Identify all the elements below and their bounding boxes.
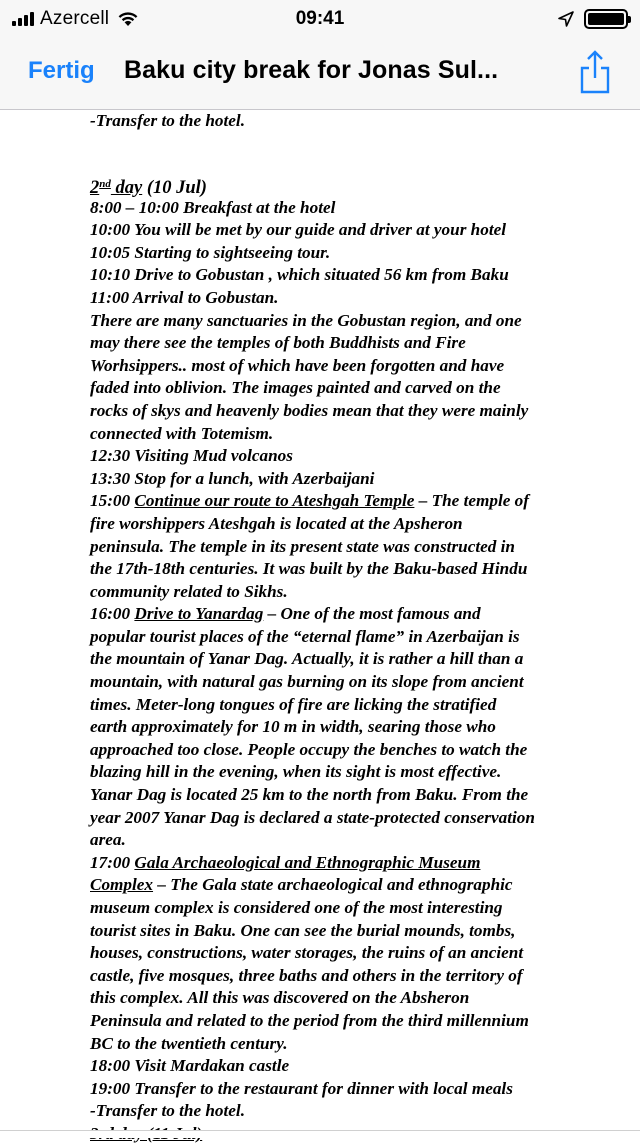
text-line: may there see the temples of both Buddhists and Fire [90,333,466,353]
entry-text: – The temple of [414,491,529,511]
entry-time: 15:00 [90,491,135,511]
text-line: this complex. All this was discovered on the Absheron [90,988,470,1008]
entry-time: 17:00 [90,852,135,872]
ateshgah-link[interactable]: Continue our route to Ateshgah Temple [134,491,415,511]
gala-description [90,897,610,1055]
text-line: year 2007 Yanar Dag is declared a state-protected conservation [90,807,535,827]
text-line: Peninsula and related to the period from the third millennium [90,1010,529,1030]
document-page [90,110,610,1146]
document-viewer[interactable] [0,110,640,1130]
text-line: houses, constructions, water storages, the ruins of an ancient [90,943,524,963]
status-right [558,8,628,30]
text-line: area. [90,830,126,850]
status-time: 09:41 [295,8,345,29]
day-heading [90,173,610,197]
text-line: castle, five mosques, three baths and others in the territory of [90,965,523,985]
text-line: 10:00 You will be met by our guide and driver at your hotel [90,220,507,240]
text-line: 12:30 Visiting Mud volcanos [90,446,293,466]
yanardag-link[interactable]: Drive to Yanardag [134,604,264,624]
text-line: peninsula. The temple in its present state was constructed in [90,536,515,556]
text-line: 11:00 Arrival to Gobustan. [90,287,279,307]
day-schedule [90,197,610,491]
location-arrow-icon [558,11,574,27]
yanardag-entry [90,603,610,626]
text-line: the mountain of Yanar Dag. Actually, it is rather a hill than a [90,649,524,669]
text-line: 18:00 Visit Mardakan castle [90,1056,290,1076]
text-line: fire worshippers Ateshgah is located at the Apsheron [90,513,463,533]
share-icon[interactable] [578,48,612,96]
text-line: community related to Sikhs. [90,581,288,601]
gala-link[interactable]: Gala Archaeological and Ethnographic Museum [134,852,481,872]
text-line: -Transfer to the hotel. [90,111,246,130]
battery-icon [584,9,628,29]
text-line: times. Meter-long tongues of fire are licking the stratified [90,694,497,714]
document-title: Baku city break for Jonas Sul... [124,56,499,84]
text-line: Yanar Dag is located 25 km to the north from Baku. From the [90,785,529,805]
text-line: 10:10 Drive to Gobustan , which situated 56 km from Baku [90,265,509,285]
text-line: tourist sites in Baku. One can see the burial mounds, tombs, [90,920,516,940]
text-line: museum complex is considered one of the most interesting [90,898,503,917]
carrier-name: Azercell [40,8,110,29]
day-number: 2 [90,177,100,198]
text-line: 19:00 Transfer to the restaurant for dinner with local meals [90,1078,513,1098]
done-button[interactable]: Fertig [28,57,95,84]
text-line: the 17th-18th centuries. It was built by the Baku-based Hindu [90,559,528,579]
day-suffix: nd [99,177,111,190]
end-schedule [90,1055,610,1123]
gala-entry-cont [90,874,610,897]
text-line: earth approximately for 10 m in width, searing those who [90,717,496,737]
text-line: blazing hill in the evening, when its sight is most effective. [90,762,502,782]
text-line: BC to the twentieth century. [90,1033,288,1053]
battery-level [588,13,624,25]
text-line: There are many sanctuaries in the Gobustan region, and one [90,310,522,330]
gala-link-cont[interactable]: Complex [90,875,154,895]
ateshgah-description [90,513,610,603]
text-line: 13:30 Stop for a lunch, with Azerbaijani [90,468,375,488]
day-word: day [110,177,143,198]
navigation-bar [0,40,640,110]
text-line: -Transfer to the hotel. [90,1101,246,1121]
yanardag-description [90,626,610,852]
day-date: (10 Jul) [142,177,207,198]
bottom-edge [0,1130,640,1138]
entry-text: – The Gala state archaeological and ethnographic [153,875,513,895]
text-line: popular tourist places of the “eternal flame” in Azerbaijan is [90,626,520,646]
text-line: approached too close. People occupy the benches to watch the [90,739,528,759]
text-line: rocks of skys and heavenly bodies mean that they were mainly [90,400,529,420]
text-line: mountain, with natural gas burning on its slope from ancient [90,672,524,692]
entry-time: 16:00 [90,604,135,624]
text-line: Worhsippers.. most of which have been forgotten and have [90,355,505,375]
entry-text: – One of the most famous and [263,604,481,624]
text-line: connected with Totemism. [90,423,274,443]
gala-entry [90,852,610,875]
text-line: 10:05 Starting to sightseeing tour. [90,242,331,262]
status-bar [0,0,640,40]
text-line: 8:00 – 10:00 Breakfast at the hotel [90,197,336,217]
ateshgah-entry [90,490,610,513]
text-line: faded into oblivion. The images painted and carved on the [90,378,501,398]
